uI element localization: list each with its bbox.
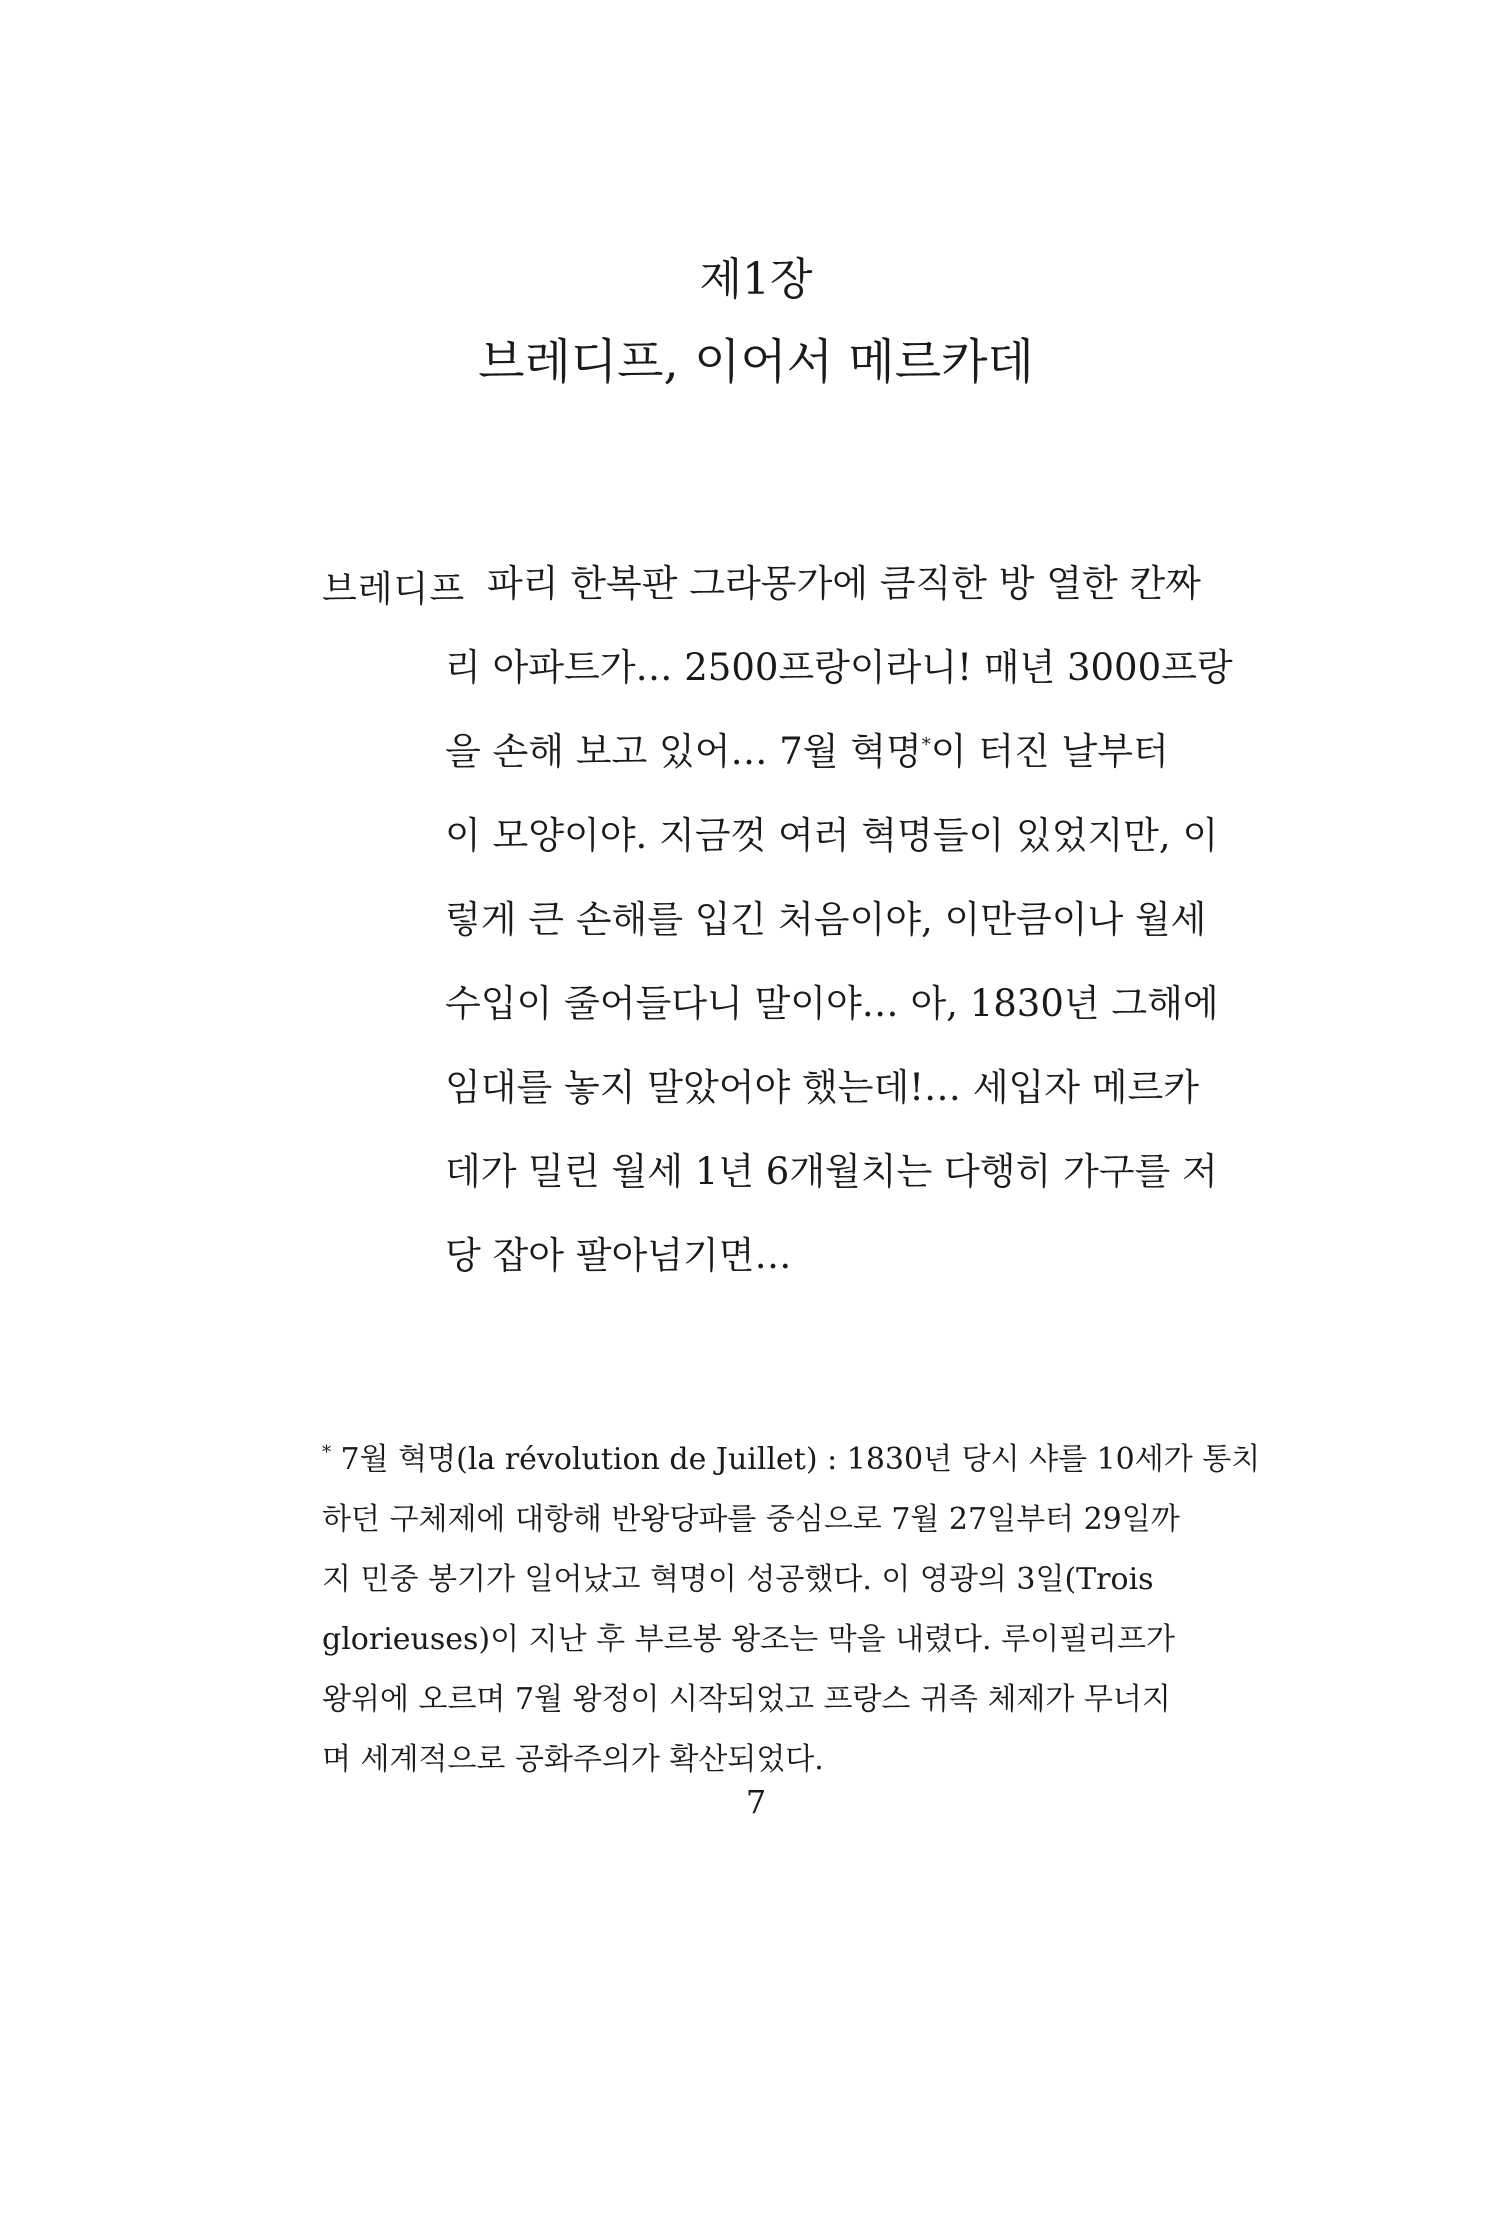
speech-line: 리 아파트가… 2500프랑이라니! 매년 3000프랑 [445, 646, 1233, 689]
speaker-name: 브레디프 [322, 569, 466, 610]
footnote-line: 하던 구체제에 대항해 반왕당파를 중심으로 7월 27일부터 29일까 [322, 1502, 1180, 1537]
footnote-reference-mark: * [921, 734, 931, 756]
speech-line: 렇게 큰 손해를 입긴 처음이야, 이만큼이나 월세 [445, 898, 1207, 941]
speech-line: 이 모양이야. 지금껏 여러 혁명들이 있었지만, 이 [445, 814, 1219, 857]
footnote-line: glorieuses)이 지난 후 부르봉 왕조는 막을 내렸다. 루이필리프가 [322, 1622, 1175, 1657]
speech-line: 수입이 줄어들다니 말이야… 아, 1830년 그해에 [445, 982, 1219, 1025]
chapter-title: 브레디프, 이어서 메르카데 [478, 334, 1034, 390]
footnote-line-text: 7월 혁명(la révolution de Juillet) : 1830년 당시 샤를 10세가 통치 [340, 1442, 1261, 1477]
page-number: 7 [745, 1783, 767, 1821]
speech-line [445, 728, 1169, 776]
speech-line-text: 이 터진 날부터 [930, 730, 1169, 773]
footnote-line: 며 세계적으로 공화주의가 확산되었다. [322, 1742, 824, 1777]
speech-line: 임대를 놓지 말았어야 했는데!… 세입자 메르카 [445, 1066, 1200, 1109]
chapter-number: 제1장 [699, 254, 813, 305]
footnote-line [322, 1440, 1261, 1480]
footnote-line: 왕위에 오르며 7월 왕정이 시작되었고 프랑스 귀족 체제가 무너지 [322, 1682, 1171, 1717]
speech-line: 당 잡아 팔아넘기면… [445, 1234, 792, 1277]
speech-line: 파리 한복판 그라몽가에 큼직한 방 열한 칸짜 [487, 562, 1201, 605]
speech-line-text: 을 손해 보고 있어… 7월 혁명 [445, 730, 922, 773]
footnote-line: 지 민중 봉기가 일어났고 혁명이 성공했다. 이 영광의 3일(Trois [322, 1562, 1154, 1597]
footnote-mark: * [322, 1442, 331, 1463]
speech-line: 데가 밀린 월세 1년 6개월치는 다행히 가구를 저 [445, 1150, 1218, 1193]
